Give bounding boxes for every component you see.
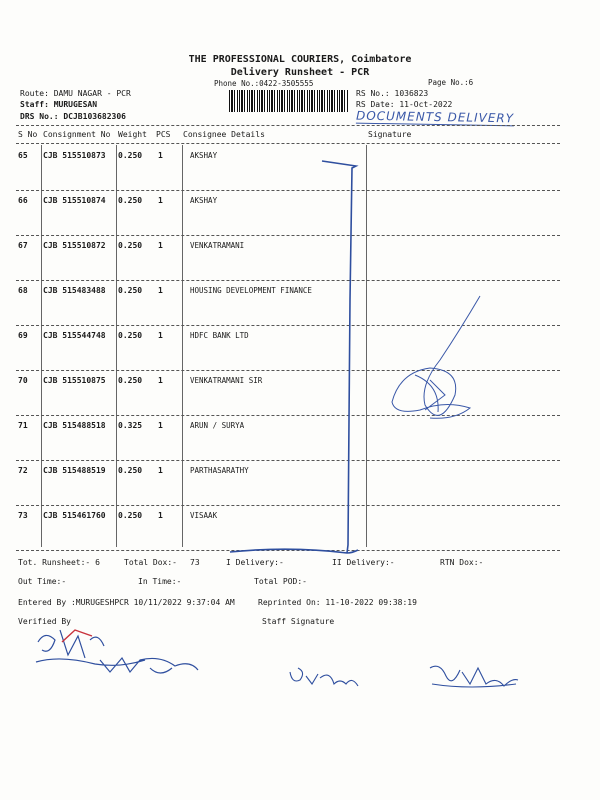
row-consignment: CJB 515483488 (43, 286, 106, 295)
verified-by-label: Verified By (18, 617, 71, 626)
entered-by: Entered By :MURUGESHPCR 10/11/2022 9:37:04 AM (18, 598, 235, 607)
col-pcs: PCS (156, 130, 171, 139)
row-consignee: ARUN / SURYA (190, 421, 245, 430)
row-consignee: VISAAK (190, 511, 218, 520)
row-consignment: CJB 515510873 (43, 151, 106, 160)
row-consignment: CJB 515488519 (43, 466, 106, 475)
route: Route: DAMU NAGAR - PCR (20, 89, 131, 98)
total-pod: Total POD:- (254, 577, 307, 586)
row-sno: 68 (18, 286, 28, 295)
row-sno: 70 (18, 376, 28, 385)
row-pcs: 1 (158, 466, 163, 475)
row-weight: 0.250 (118, 331, 143, 340)
page-number: Page No.:6 (428, 78, 474, 87)
row-sno: 72 (18, 466, 28, 475)
row-weight: 0.250 (118, 286, 143, 295)
i-delivery: I Delivery:- (226, 558, 284, 567)
in-time: In Time:- (138, 577, 182, 586)
rs-number: RS No.: 1036823 (356, 89, 429, 98)
row-pcs: 1 (158, 151, 163, 160)
row-pcs: 1 (158, 286, 163, 295)
col-consignee: Consignee Details (183, 130, 265, 139)
ii-delivery: II Delivery:- (332, 558, 395, 567)
runsheet-subtitle: Delivery Runsheet - PCR (230, 67, 370, 78)
out-time: Out Time:- (18, 577, 67, 586)
col-weight: Weight (118, 130, 147, 139)
row-consignee: HDFC BANK LTD (190, 331, 249, 340)
total-dox-label: Total Dox:- (124, 558, 177, 567)
row-sno: 66 (18, 196, 28, 205)
documents-delivery-stamp: DOCUMENTS DELIVERY (355, 108, 515, 126)
row-pcs: 1 (158, 331, 163, 340)
drs-label: DRS No.: (20, 112, 59, 121)
staff-name: Staff: MURUGESAN (20, 100, 98, 109)
staff-signature-2 (430, 666, 518, 687)
row-sno: 73 (18, 511, 28, 520)
rtn-dox: RTN Dox:- (440, 558, 484, 567)
reprinted-on: Reprinted On: 11-10-2022 09:38:19 (258, 598, 417, 607)
row-consignment: CJB 515544748 (43, 331, 106, 340)
col-signature: Signature (368, 130, 412, 139)
row-weight: 0.250 (118, 466, 143, 475)
col-consignment: Consignment No (43, 130, 111, 139)
row-pcs: 1 (158, 421, 163, 430)
row-pcs: 1 (158, 376, 163, 385)
rs-date: RS Date: 11-Oct-2022 (356, 100, 453, 109)
row-weight: 0.250 (118, 376, 143, 385)
row-consignment: CJB 515510872 (43, 241, 106, 250)
row-weight: 0.250 (118, 241, 143, 250)
row-weight: 0.250 (118, 151, 143, 160)
row-sno: 67 (18, 241, 28, 250)
staff-signature-label: Staff Signature (262, 617, 335, 626)
drs-value: DCJB103682306 (63, 112, 126, 121)
company-title: THE PROFESSIONAL COURIERS, Coimbatore (188, 54, 412, 65)
delivery-tick-mark (230, 161, 358, 553)
row-consignee: HOUSING DEVELOPMENT FINANCE (190, 286, 312, 295)
verified-by-check (62, 630, 92, 642)
row-sno: 69 (18, 331, 28, 340)
row-sno: 71 (18, 421, 28, 430)
row-consignment: CJB 515461760 (43, 511, 106, 520)
row-consignee: PARTHASARATHY (190, 466, 249, 475)
staff-signature-1 (290, 668, 358, 686)
row-weight: 0.250 (118, 196, 143, 205)
row-pcs: 1 (158, 196, 163, 205)
col-sno: S No (18, 130, 38, 139)
receiver-signature (392, 296, 480, 418)
row-pcs: 1 (158, 511, 163, 520)
verified-by-signature (36, 630, 198, 673)
row-consignee: AKSHAY (190, 196, 218, 205)
total-runsheet: Tot. Runsheet:- 6 (18, 558, 100, 567)
row-weight: 0.325 (118, 421, 143, 430)
row-consignment: CJB 515510874 (43, 196, 106, 205)
row-consignee: AKSHAY (190, 151, 218, 160)
row-consignment: CJB 515488518 (43, 421, 106, 430)
row-consignee: VENKATRAMANI (190, 241, 245, 250)
total-dox-value: 73 (190, 558, 200, 567)
row-consignee: VENKATRAMANI SIR (190, 376, 263, 385)
row-pcs: 1 (158, 241, 163, 250)
phone-number: Phone No.:0422-3505555 (214, 79, 314, 88)
row-sno: 65 (18, 151, 28, 160)
row-consignment: CJB 515510875 (43, 376, 106, 385)
row-weight: 0.250 (118, 511, 143, 520)
